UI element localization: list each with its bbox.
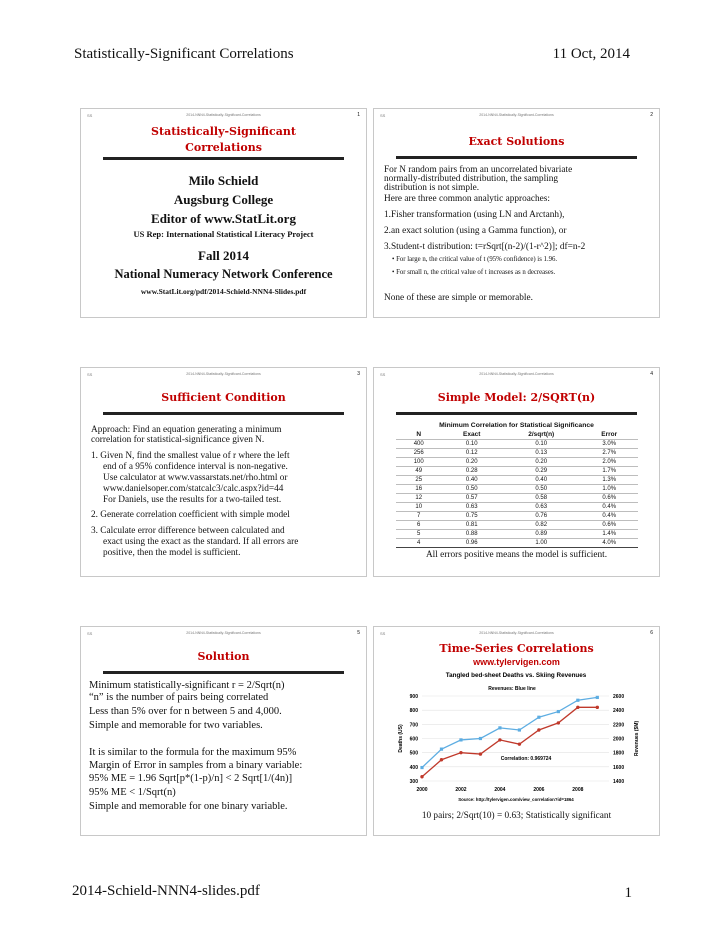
data-point <box>420 766 423 769</box>
method-3: 3.Student-t distribution: t=rSqrt[(n-2)/(1-r^2)]; df=n-2 <box>384 242 586 252</box>
cell-error: 1.7% <box>580 467 638 476</box>
series-line-1 <box>422 707 597 776</box>
cell-exact: 0.12 <box>441 449 502 458</box>
cell-model: 0.29 <box>502 467 580 476</box>
table-row <box>396 530 638 539</box>
cell-exact: 0.57 <box>441 494 502 503</box>
cell-model: 0.58 <box>502 494 580 503</box>
table-title: Minimum Correlation for Statistical Significance <box>439 422 594 429</box>
y2-axis-label: Revenues ($M) <box>634 720 640 757</box>
slide-number: 2 <box>650 112 653 118</box>
page-title: Statistically-Significant Correlations <box>74 46 294 62</box>
slide-number: 3 <box>357 371 360 377</box>
body-line-9: 3. Calculate error difference between calculated and <box>91 526 285 536</box>
data-point <box>518 742 521 745</box>
intro-line-2: normally-distributed distribution, the sampling <box>384 174 559 184</box>
cell-model: 0.50 <box>502 485 580 494</box>
slide-1 <box>80 108 367 318</box>
cell-n: 7 <box>396 512 441 521</box>
x-tick-label: 2008 <box>572 787 584 793</box>
y2-tick-label: 2200 <box>613 722 625 729</box>
x-tick-label: 2000 <box>416 787 428 793</box>
cell-error: 2.7% <box>580 449 638 458</box>
term: Fall 2014 <box>198 248 249 263</box>
cell-error: 0.6% <box>580 494 638 503</box>
slide-header: 2014-NNN4-Statistically-Significant-Correlations <box>186 372 261 376</box>
slide-number: 6 <box>650 630 653 636</box>
cell-n: 400 <box>396 440 441 449</box>
body-line-6: Margin of Error in samples from a binary variable: <box>89 760 303 771</box>
table-row <box>396 449 638 458</box>
bullet-2: • For small n, the critical value of t increases as n decreases. <box>392 269 556 276</box>
body-line-4: Simple and memorable for two variables. <box>89 720 263 731</box>
y2-tick-label: 1600 <box>613 764 625 771</box>
y-axis-label: Deaths (US) <box>398 724 404 753</box>
min-correlation-table <box>396 431 638 548</box>
data-point <box>498 726 501 729</box>
slide-subtitle: www.tylervigen.com <box>473 657 560 667</box>
table-row <box>396 485 638 494</box>
y-tick-label: 300 <box>409 779 418 785</box>
slide-title: Solution <box>197 650 250 663</box>
slide-title-line1: Statistically-Significant <box>151 125 296 138</box>
column-header: N <box>416 431 422 438</box>
slide-title: Time-Series Correlations <box>439 642 594 655</box>
body-line-3: 1. Given N, find the smallest value of r where the left <box>91 451 290 461</box>
cell-exact: 0.28 <box>441 467 502 476</box>
title-rule <box>396 156 637 159</box>
table-row <box>396 503 638 512</box>
cell-error: 0.4% <box>580 503 638 512</box>
cell-n: 49 <box>396 467 441 476</box>
cell-exact: 0.81 <box>441 521 502 530</box>
body-line-11: positive, then the model is sufficient. <box>103 548 241 558</box>
cell-model: 0.63 <box>502 503 580 512</box>
slide-4 <box>373 367 660 577</box>
author-editor: Editor of www.StatLit.org <box>151 211 296 226</box>
slide-3 <box>80 367 367 577</box>
slide-header: 2014-NNN4-Statistically-Significant-Correlations <box>479 113 554 117</box>
cell-model: 1.00 <box>502 539 580 548</box>
data-point <box>596 696 599 699</box>
logo: SS <box>380 372 386 377</box>
title-rule <box>396 412 637 415</box>
method-1: 1.Fisher transformation (using LN and Arctanh), <box>384 210 565 220</box>
data-point <box>518 728 521 731</box>
cell-n: 4 <box>396 539 441 548</box>
intro-line-1: For N random pairs from an uncorrelated bivariate <box>384 165 573 175</box>
cell-exact: 0.10 <box>441 440 502 449</box>
table-row <box>396 512 638 521</box>
slide-5 <box>80 626 367 836</box>
y-tick-label: 600 <box>409 736 418 743</box>
y-tick-label: 800 <box>409 708 418 715</box>
cell-n: 10 <box>396 503 441 512</box>
cell-error: 3.0% <box>580 440 638 449</box>
cell-error: 0.6% <box>580 521 638 530</box>
slide-title: Sufficient Condition <box>161 391 286 404</box>
data-point <box>498 738 501 741</box>
chart-note: 10 pairs; 2/Sqrt(10) = 0.63; Statistically significant <box>421 811 612 821</box>
x-tick-label: 2006 <box>533 787 545 793</box>
column-header: 2/sqrt(n) <box>528 431 555 438</box>
cell-exact: 0.88 <box>441 530 502 539</box>
cell-exact: 0.20 <box>441 458 502 467</box>
cell-error: 1.3% <box>580 476 638 485</box>
y2-tick-label: 2600 <box>613 694 625 700</box>
body-line-8: 2. Generate correlation coefficient with simple model <box>91 510 290 520</box>
body-line-9: Simple and memorable for one binary variable. <box>89 801 288 812</box>
table-row <box>396 539 638 548</box>
data-point <box>420 775 423 778</box>
time-series-chart <box>376 670 657 810</box>
intro-line-3: distribution is not simple. <box>384 183 480 193</box>
cell-n: 6 <box>396 521 441 530</box>
title-rule <box>103 671 344 674</box>
data-point <box>557 710 560 713</box>
data-point <box>537 728 540 731</box>
slide-header: 2014-NNN4-Statistically-Significant-Correlations <box>479 631 554 635</box>
cell-exact: 0.96 <box>441 539 502 548</box>
y-tick-label: 400 <box>409 764 418 771</box>
cell-model: 0.82 <box>502 521 580 530</box>
y-tick-label: 700 <box>409 722 418 729</box>
data-point <box>459 738 462 741</box>
column-header: Exact <box>463 431 481 438</box>
cell-n: 16 <box>396 485 441 494</box>
cell-exact: 0.40 <box>441 476 502 485</box>
slide-header: 2014-NNN4-Statistically-Significant-Correlations <box>479 372 554 376</box>
table-row <box>396 494 638 503</box>
data-point <box>440 748 443 751</box>
data-point <box>440 758 443 761</box>
body-line-5: Use calculator at www.vassarstats.net/rho.html or <box>103 473 288 483</box>
data-point <box>537 716 540 719</box>
data-point <box>479 737 482 740</box>
table-row <box>396 458 638 467</box>
y-tick-label: 500 <box>409 750 418 757</box>
body-line-7: 95% ME = 1.96 Sqrt[p*(1-p)/n] < 2 Sqrt[1/(4n)] <box>89 773 293 784</box>
cell-n: 25 <box>396 476 441 485</box>
slide-number: 5 <box>357 630 360 636</box>
author-rep: US Rep: International Statistical Literacy Project <box>133 229 314 239</box>
data-point <box>576 699 579 702</box>
cell-n: 256 <box>396 449 441 458</box>
body-line-1: Minimum statistically-significant r = 2/Sqrt(n) <box>89 680 285 691</box>
slide-number: 4 <box>650 371 653 377</box>
body-line-8: 95% ME < 1/Sqrt(n) <box>89 787 176 798</box>
cell-exact: 0.50 <box>441 485 502 494</box>
slide-header: 2014-NNN4-Statistically-Significant-Correlations <box>186 631 261 635</box>
cell-n: 5 <box>396 530 441 539</box>
table-note: All errors positive means the model is sufficient. <box>425 550 608 560</box>
cell-error: 1.0% <box>580 485 638 494</box>
cell-error: 1.4% <box>580 530 638 539</box>
logo: SS <box>380 631 386 636</box>
footer-page-number: 1 <box>624 885 632 901</box>
body-line-3: Less than 5% over for n between 5 and 4,000. <box>89 706 282 717</box>
table-row <box>396 476 638 485</box>
slides-url: www.StatLit.org/pdf/2014-Schield-NNN4-Slides.pdf <box>140 287 307 296</box>
author-college: Augsburg College <box>173 192 274 207</box>
author-name: Milo Schield <box>188 173 259 188</box>
table-row <box>396 521 638 530</box>
body-line-5: It is similar to the formula for the maximum 95% <box>89 747 297 758</box>
slide-number: 1 <box>357 112 360 118</box>
slide-header: 2014-NNN4-Statistically-Significant-Correlations <box>186 113 261 117</box>
data-point <box>479 752 482 755</box>
cell-n: 100 <box>396 458 441 467</box>
slide-2 <box>373 108 660 318</box>
body-line-6: www.danielsoper.com/statcalc3/calc.aspx?id=44 <box>103 484 284 494</box>
bullet-1: • For large n, the critical value of t (95% confidence) is 1.96. <box>392 256 558 263</box>
body-line-7: For Daniels, use the results for a two-tailed test. <box>103 495 282 505</box>
data-point <box>557 721 560 724</box>
chart-source: Source: http://tylervigen.com/view_correlation?id=1864 <box>458 797 574 802</box>
cell-exact: 0.75 <box>441 512 502 521</box>
cell-model: 0.20 <box>502 458 580 467</box>
data-point <box>576 706 579 709</box>
cell-model: 0.76 <box>502 512 580 521</box>
cell-model: 0.40 <box>502 476 580 485</box>
closing-line: None of these are simple or memorable. <box>384 293 533 303</box>
y2-tick-label: 1800 <box>613 750 625 757</box>
y2-tick-label: 2000 <box>613 736 625 743</box>
header-date: 11 Oct, 2014 <box>552 46 630 62</box>
data-point <box>459 751 462 754</box>
slide-title-line2: Correlations <box>185 141 262 154</box>
legend-note: Revenues: Blue line <box>488 686 536 692</box>
cell-model: 0.13 <box>502 449 580 458</box>
cell-n: 12 <box>396 494 441 503</box>
body-line-4: end of a 95% confidence interval is non-negative. <box>103 462 288 472</box>
column-header: Error <box>601 431 618 438</box>
intro-line-4: Here are three common analytic approaches: <box>384 194 550 204</box>
title-rule <box>103 157 344 160</box>
chart-title: Tangled bed-sheet Deaths vs. Skiing Revenues <box>445 672 587 679</box>
table-row <box>396 440 638 449</box>
logo: SS <box>87 372 93 377</box>
body-line-10: exact using the exact as the standard. If all errors are <box>103 537 299 547</box>
cell-error: 4.0% <box>580 539 638 548</box>
body-line-2: correlation for statistical-significance given N. <box>91 435 265 445</box>
cell-error: 0.4% <box>580 512 638 521</box>
slide-title: Simple Model: 2/SQRT(n) <box>437 391 596 404</box>
title-rule <box>103 412 344 415</box>
cell-exact: 0.63 <box>441 503 502 512</box>
cell-error: 2.0% <box>580 458 638 467</box>
footer-filename: 2014-Schield-NNN4-slides.pdf <box>72 883 260 899</box>
y2-tick-label: 2400 <box>613 708 625 715</box>
y2-tick-label: 1400 <box>613 779 625 785</box>
data-point <box>596 706 599 709</box>
correlation-label: Correlation: 0.969724 <box>500 756 552 762</box>
table-row <box>396 467 638 476</box>
body-line-2: “n” is the number of pairs being correlated <box>89 692 269 703</box>
body-line-1: Approach: Find an equation generating a minimum <box>91 425 282 435</box>
logo: SS <box>87 631 93 636</box>
slide-6 <box>373 626 660 836</box>
cell-model: 0.10 <box>502 440 580 449</box>
logo: SS <box>87 113 93 118</box>
conference: National Numeracy Network Conference <box>114 267 333 281</box>
x-tick-label: 2002 <box>455 787 467 793</box>
x-tick-label: 2004 <box>494 787 506 793</box>
y-tick-label: 900 <box>409 694 418 700</box>
slide-title: Exact Solutions <box>468 135 565 148</box>
cell-model: 0.89 <box>502 530 580 539</box>
method-2: 2.an exact solution (using a Gamma function), or <box>384 226 567 236</box>
logo: SS <box>380 113 386 118</box>
